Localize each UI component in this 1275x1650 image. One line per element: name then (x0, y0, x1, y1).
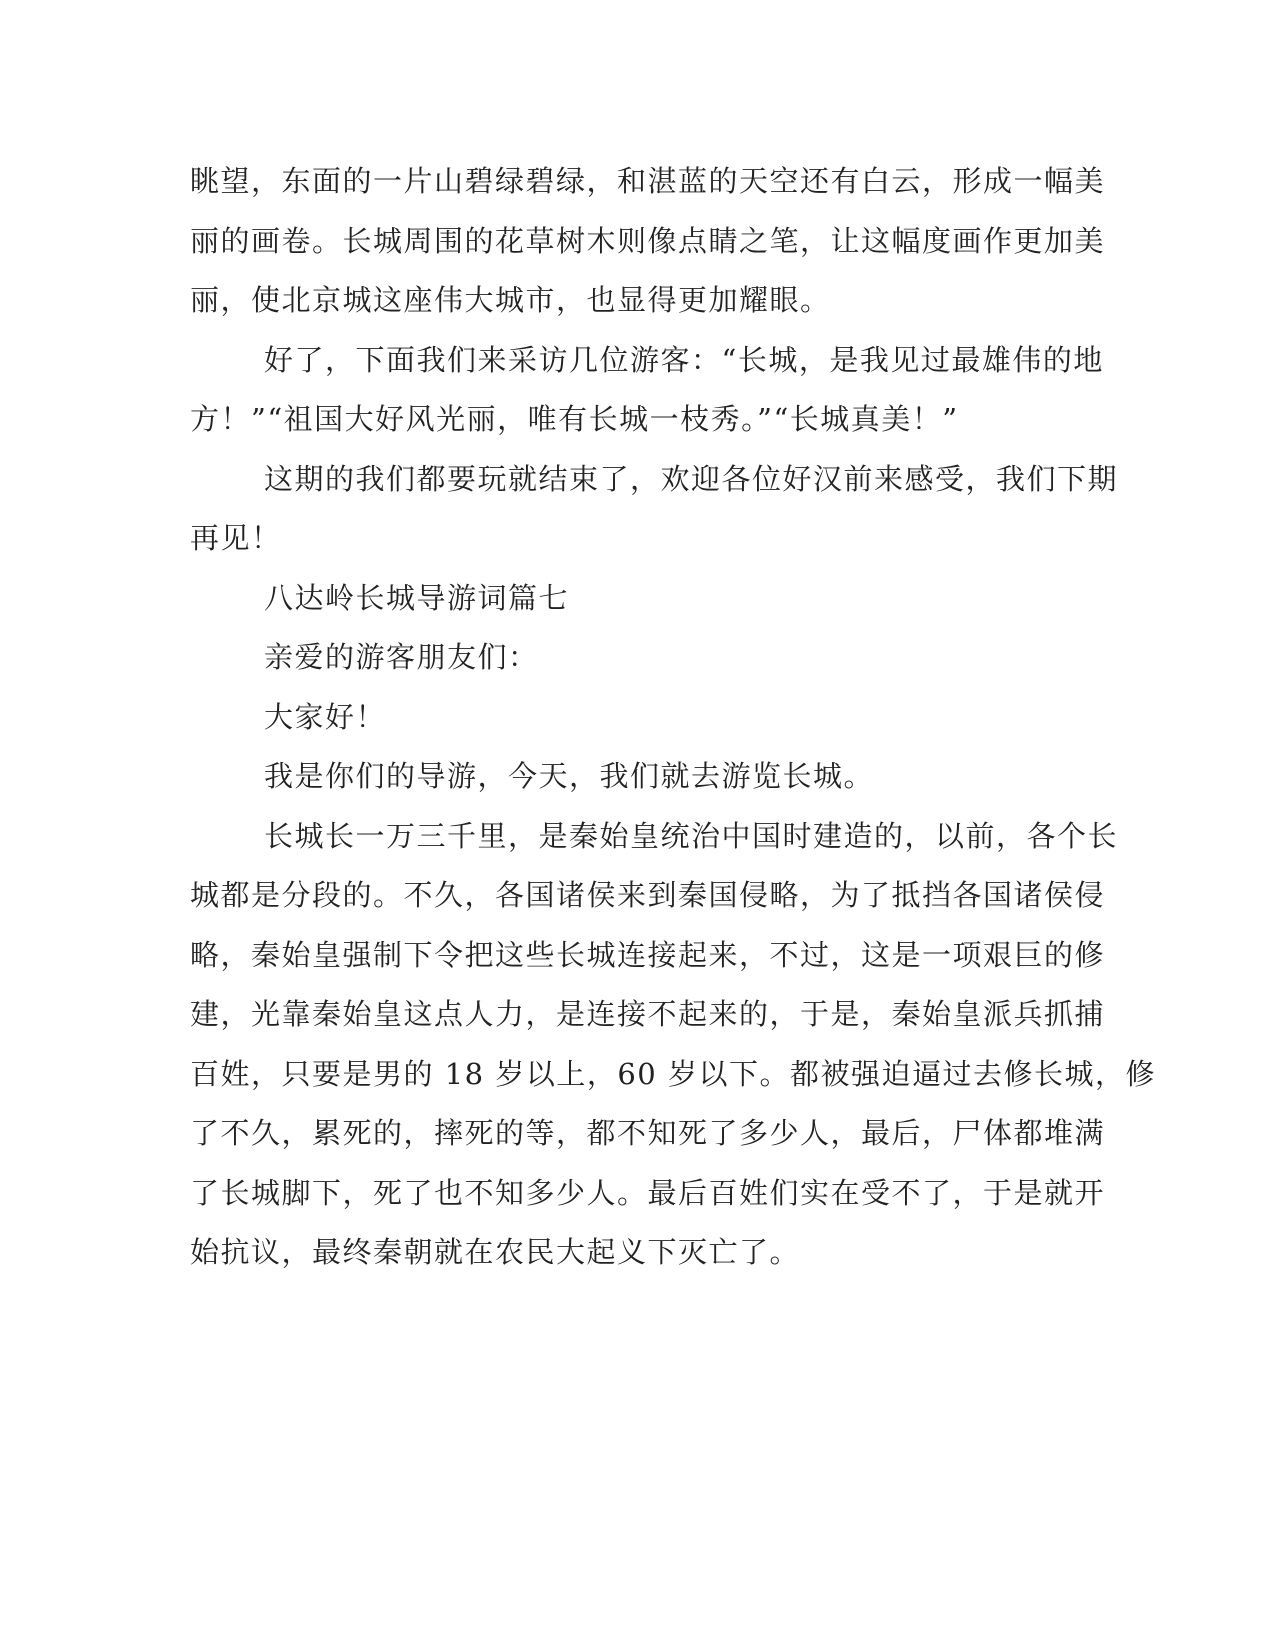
text-line: 方！”“祖国大好风光丽，唯有长城一枝秀。”“长城真美！” (190, 402, 959, 436)
greeting: 大家好！ (264, 699, 387, 734)
text-line: 始抗议，最终秦朝就在农民大起义下灭亡了。 (190, 1235, 801, 1269)
text-line: 略，秦始皇强制下令把这些长城连接起来，不过，这是一项艰巨的修 (190, 937, 1106, 972)
text-line: 丽，使北京城这座伟大城市，也显得更加耀眼。 (190, 283, 831, 317)
document-body (190, 152, 1156, 1283)
text-line: 再见！ (190, 521, 282, 555)
text-line: 了长城脚下，死了也不知多少人。最后百姓们实在受不了，于是就开 (190, 1175, 1106, 1210)
text-line: 建，光靠秦始皇这点人力，是连接不起来的，于是，秦始皇派兵抓捕 (190, 997, 1106, 1031)
text-line: 长城长一万三千里，是秦始皇统治中国时建造的，以前，各个长 (264, 818, 1119, 853)
text-line: 我是你们的导游，今天，我们就去游览长城。 (264, 759, 875, 793)
text-line: 百姓，只要是男的 18 岁以上，60 岁以下。都被强迫逼过去修长城，修 (190, 1056, 1156, 1091)
text-line: 这期的我们都要玩就结束了，欢迎各位好汉前来感受，我们下期 (264, 461, 1119, 496)
text-line: 眺望，东面的一片山碧绿碧绿，和湛蓝的天空还有白云，形成一幅美 (190, 164, 1106, 198)
text-line: 好了，下面我们来采访几位游客：“长城，是我见过最雄伟的地 (264, 342, 1104, 377)
text-line: 城都是分段的。不久，各国诸侯来到秦国侵略，为了抵挡各国诸侯侵 (190, 878, 1106, 912)
text-line: 了不久，累死的，摔死的等，都不知死了多少人，最后，尸体都堆满 (190, 1116, 1106, 1150)
text-line: 丽的画卷。长城周围的花草树木则像点睛之笔，让这幅度画作更加美 (190, 223, 1106, 258)
salutation: 亲爱的游客朋友们： (264, 640, 539, 674)
section-heading: 八达岭长城导游词篇七 (264, 580, 570, 615)
